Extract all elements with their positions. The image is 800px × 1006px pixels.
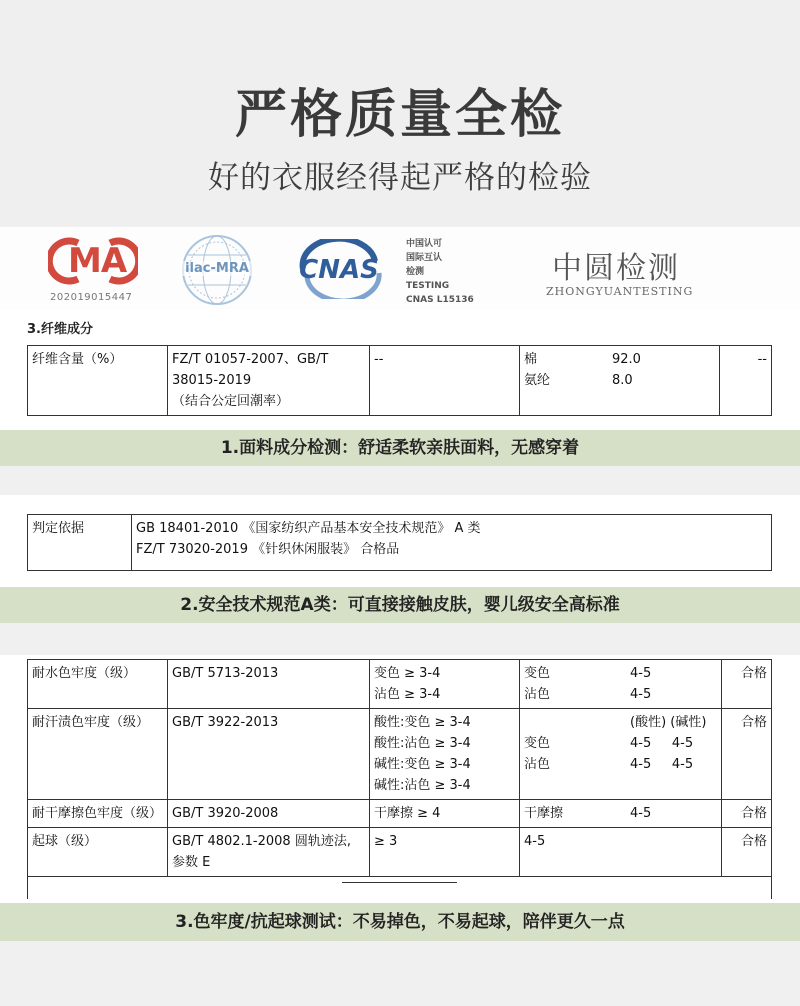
standard-lines: GB 18401-2010 《国家纺织产品基本安全技术规范》 A 类 FZ/T 73020-2019 《针织休闲服装》 合格品 xyxy=(132,515,772,571)
separator xyxy=(0,466,800,495)
page-title: 严格质量全检 xyxy=(234,85,565,145)
cma-serial: 202019015447 xyxy=(50,292,133,303)
result-name: 棉 xyxy=(524,352,538,367)
fiber-requirement: -- xyxy=(370,346,520,416)
test-result: 4-5 xyxy=(520,828,722,877)
cnas-line: CNAS L15136 xyxy=(406,295,474,305)
table-row xyxy=(28,660,772,709)
fiber-results xyxy=(520,346,720,416)
test-item: 耐干摩擦色牢度（级） xyxy=(28,800,168,828)
ilac-mra-text: ilac-MRA xyxy=(180,261,254,276)
fiber-item: 纤维含量（%） xyxy=(28,346,168,416)
test-standard: GB/T 3920-2008 xyxy=(168,800,370,828)
zhongyuan-name: 中圆检测 xyxy=(552,251,680,286)
table-row xyxy=(28,877,772,899)
banner-colorfastness: 3.色牢度/抗起球测试：不易掉色，不易起球，陪伴更久一点 xyxy=(0,903,800,941)
empty-row xyxy=(28,877,772,899)
test-result: 变色 4-5 沾色 4-5 xyxy=(520,660,722,709)
table-row xyxy=(28,828,772,877)
test-result: 干摩擦 4-5 xyxy=(520,800,722,828)
standard-label: 判定依据 xyxy=(28,515,132,571)
test-requirement: 变色 ≥ 3-4 沾色 ≥ 3-4 xyxy=(370,660,520,709)
zhongyuan-name-en: ZHONGYUANTESTING xyxy=(546,285,694,298)
cma-mark: MA xyxy=(68,241,127,281)
result-name: 氨纶 xyxy=(524,373,551,388)
test-item: 起球（级） xyxy=(28,828,168,877)
test-judgement: 合格 xyxy=(722,828,772,877)
test-result: (酸性) (碱性) 变色 4-5 4-5 沾色 4-5 4-5 xyxy=(520,709,722,800)
fiber-table xyxy=(27,345,772,416)
result-value: 8.0 xyxy=(612,373,633,388)
test-judgement: 合格 xyxy=(722,800,772,828)
page-subtitle: 好的衣服经得起严格的检验 xyxy=(208,160,592,196)
cma-logo xyxy=(48,237,138,287)
cnas-line: 检测 xyxy=(406,267,425,277)
table-row xyxy=(28,346,772,416)
banner-fabric: 1.面料成分检测：舒适柔软亲肤面料，无感穿着 xyxy=(0,430,800,466)
standard-table xyxy=(27,514,772,571)
cnas-mark: CNAS xyxy=(299,255,379,285)
result-value: 92.0 xyxy=(612,352,641,367)
test-standard: GB/T 3922-2013 xyxy=(168,709,370,800)
table-row xyxy=(28,709,772,800)
cnas-description xyxy=(406,237,474,307)
test-requirement: ≥ 3 xyxy=(370,828,520,877)
section-heading: 3.纤维成分 xyxy=(27,322,93,337)
test-standard: GB/T 5713-2013 xyxy=(168,660,370,709)
ilac-mra-logo xyxy=(180,233,254,307)
cnas-line: TESTING xyxy=(406,281,450,291)
divider xyxy=(342,882,457,883)
test-requirement: 酸性:变色 ≥ 3-4 酸性:沾色 ≥ 3-4 碱性:变色 ≥ 3-4 碱性:沾色 ≥ 3-4 xyxy=(370,709,520,800)
test-judgement: 合格 xyxy=(722,709,772,800)
test-judgement: 合格 xyxy=(722,660,772,709)
cnas-line: 国际互认 xyxy=(406,253,443,263)
test-item: 耐汗渍色牢度（级） xyxy=(28,709,168,800)
test-item: 耐水色牢度（级） xyxy=(28,660,168,709)
colorfastness-table xyxy=(27,659,772,899)
table-row xyxy=(28,515,772,571)
fiber-standard: FZ/T 01057-2007、GB/T 38015-2019 （结合公定回潮率） xyxy=(168,346,370,416)
separator xyxy=(0,623,800,655)
cnas-line: 中国认可 xyxy=(406,239,443,249)
certification-logos xyxy=(0,227,800,309)
table-row xyxy=(28,800,772,828)
fiber-judgement: -- xyxy=(720,346,772,416)
test-standard: GB/T 4802.1-2008 圆轨迹法, 参数 E xyxy=(168,828,370,877)
test-requirement: 干摩擦 ≥ 4 xyxy=(370,800,520,828)
banner-safety: 2.安全技术规范A类：可直接接触皮肤，婴儿级安全高标准 xyxy=(0,587,800,623)
cnas-logo xyxy=(293,239,385,299)
